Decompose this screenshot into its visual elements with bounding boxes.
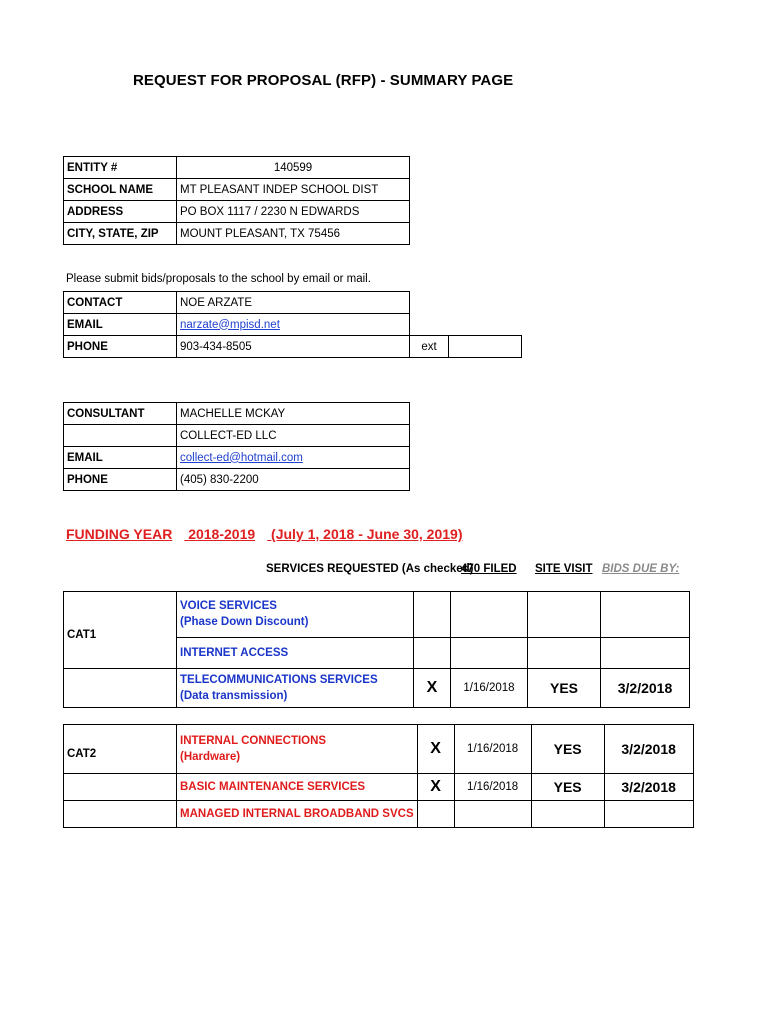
city-state-zip-label: CITY, STATE, ZIP — [64, 223, 177, 245]
empty-category-cell — [64, 669, 177, 708]
consultant-phone-value: (405) 830-2200 — [177, 469, 410, 491]
checked-mark — [417, 801, 454, 828]
site-visit-value — [528, 637, 601, 669]
checked-mark — [414, 637, 451, 669]
table-row — [64, 223, 410, 245]
table-row — [64, 179, 410, 201]
contact-label: CONTACT — [64, 292, 177, 314]
services-requested-header: SERVICES REQUESTED (As checked) — [266, 563, 474, 575]
email-label: EMAIL — [64, 314, 177, 336]
table-row — [64, 425, 410, 447]
service-cell — [177, 592, 414, 638]
service-subname: (Data transmission) — [180, 690, 288, 702]
submission-note: Please submit bids/proposals to the school by email or mail. — [66, 273, 371, 285]
ext-label: ext — [410, 336, 449, 358]
page-title: REQUEST FOR PROPOSAL (RFP) - SUMMARY PAGE — [133, 72, 514, 89]
table-row — [64, 801, 694, 828]
filed-date: 1/16/2018 — [451, 669, 528, 708]
bids-due-date: 3/2/2018 — [601, 669, 690, 708]
cat2-label: CAT2 — [64, 725, 177, 774]
funding-year-label: FUNDING YEAR — [66, 526, 173, 542]
checked-mark: X — [414, 669, 451, 708]
service-name: TELECOMMUNICATIONS SERVICES — [180, 674, 378, 686]
consultant-label: CONSULTANT — [64, 403, 177, 425]
service-cell — [177, 725, 418, 774]
bids-due-header: BIDS DUE BY: — [602, 563, 680, 575]
service-cell — [177, 801, 418, 828]
empty-category-cell — [64, 801, 177, 828]
bids-due-date — [601, 592, 690, 638]
consultant-company: COLLECT-ED LLC — [177, 425, 410, 447]
checked-mark: X — [417, 774, 454, 801]
table-row — [64, 157, 410, 179]
consultant-name: MACHELLE MCKAY — [177, 403, 410, 425]
service-name: INTERNAL CONNECTIONS — [180, 735, 327, 747]
table-row — [64, 336, 522, 358]
filed-date — [451, 592, 528, 638]
filed-date: 1/16/2018 — [454, 774, 531, 801]
entity-value: 140599 — [177, 157, 410, 179]
site-visit-header: SITE VISIT — [535, 563, 593, 575]
checked-mark — [414, 592, 451, 638]
site-visit-value: YES — [531, 725, 604, 774]
filed-470-header: 470 FILED — [461, 563, 517, 575]
phone-value: 903-434-8505 — [177, 336, 410, 358]
service-subname: (Phase Down Discount) — [180, 616, 309, 629]
bids-due-date: 3/2/2018 — [604, 725, 693, 774]
contact-table — [63, 291, 522, 358]
service-name: BASIC MAINTENANCE SERVICES — [180, 781, 366, 793]
entity-label: ENTITY # — [64, 157, 177, 179]
site-visit-value: YES — [531, 774, 604, 801]
funding-year-heading — [66, 526, 475, 542]
service-name: VOICE SERVICES — [180, 600, 277, 613]
table-row — [64, 469, 410, 491]
cat2-services-table — [63, 724, 694, 828]
service-cell — [177, 637, 414, 669]
empty-label-cell — [64, 425, 177, 447]
filed-date — [454, 801, 531, 828]
contact-value: NOE ARZATE — [177, 292, 410, 314]
table-row — [64, 592, 690, 638]
email-field[interactable] — [177, 314, 410, 336]
bids-due-date: 3/2/2018 — [604, 774, 693, 801]
funding-year-value: 2018-2019 — [188, 526, 256, 542]
service-subname: (Hardware) — [180, 751, 241, 763]
address-label: ADDRESS — [64, 201, 177, 223]
entity-table — [63, 156, 410, 245]
school-name-value: MT PLEASANT INDEP SCHOOL DIST — [177, 179, 410, 201]
table-row — [64, 292, 522, 314]
city-state-zip-value: MOUNT PLEASANT, TX 75456 — [177, 223, 410, 245]
consultant-email-field[interactable] — [177, 447, 410, 469]
contact-email-link[interactable]: narzate@mpisd.net — [180, 318, 280, 331]
table-row — [64, 314, 522, 336]
table-row — [64, 403, 410, 425]
bids-due-date — [601, 637, 690, 669]
service-cell — [177, 774, 418, 801]
table-row — [64, 725, 694, 774]
table-row — [64, 447, 410, 469]
site-visit-value: YES — [528, 669, 601, 708]
consultant-table — [63, 402, 410, 491]
site-visit-value — [528, 592, 601, 638]
filed-date — [451, 637, 528, 669]
cat1-label: CAT1 — [64, 592, 177, 669]
cat1-services-table — [63, 591, 690, 708]
table-row — [64, 669, 690, 708]
ext-value — [449, 336, 522, 358]
empty-category-cell — [64, 774, 177, 801]
filed-date: 1/16/2018 — [454, 725, 531, 774]
table-row — [64, 774, 694, 801]
site-visit-value — [531, 801, 604, 828]
service-name: MANAGED INTERNAL BROADBAND SVCS — [180, 808, 414, 820]
phone-label: PHONE — [64, 469, 177, 491]
service-cell — [177, 669, 414, 708]
consultant-email-link[interactable]: collect-ed@hotmail.com — [180, 451, 303, 464]
address-value: PO BOX 1117 / 2230 N EDWARDS — [177, 201, 410, 223]
table-row — [64, 201, 410, 223]
funding-year-range: (July 1, 2018 - June 30, 2019) — [271, 526, 463, 542]
email-label: EMAIL — [64, 447, 177, 469]
school-name-label: SCHOOL NAME — [64, 179, 177, 201]
checked-mark: X — [417, 725, 454, 774]
service-name: INTERNET ACCESS — [180, 646, 289, 659]
bids-due-date — [604, 801, 693, 828]
phone-label: PHONE — [64, 336, 177, 358]
